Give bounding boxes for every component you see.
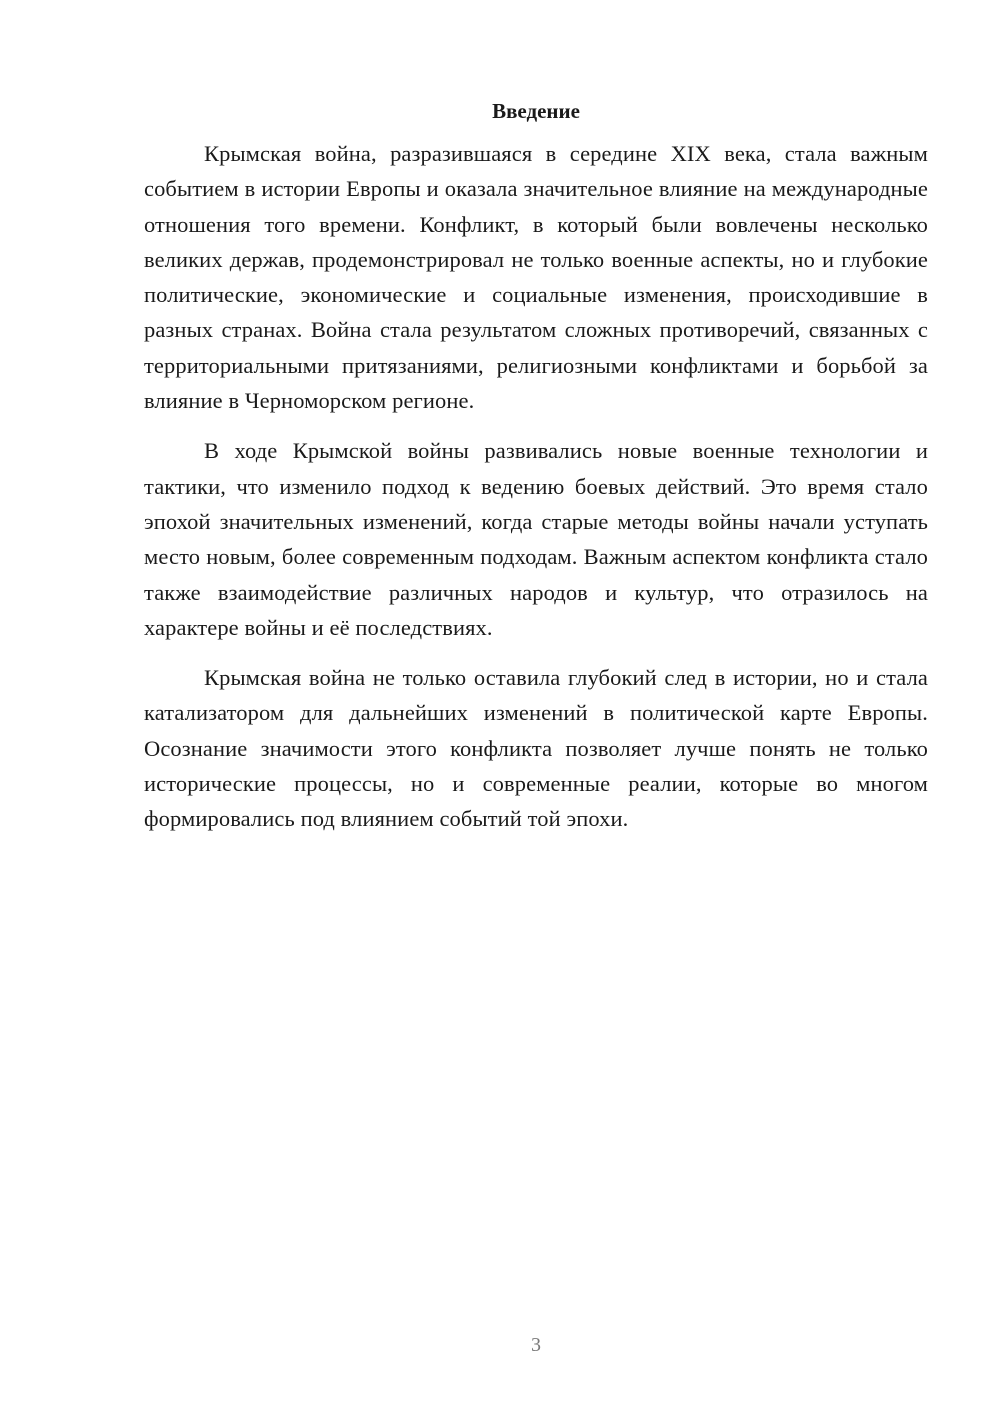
section-title: Введение [492,99,580,123]
page-content [144,96,928,852]
paragraph-3: Крымская война не только оставила глубокий след в истории, но и стала катализатором для дальнейших изменений в политической карте Европы. Осознание значимости этого конфликта позволяет лучше понять не только исторические процессы, но и современные реалии, которые во многом формировались под влиянием событий той эпохи. [144,665,928,832]
paragraph-2: В ходе Крымской войны развивались новые военные технологии и тактики, что изменило подход к ведению боевых действий. Это время стало эпохой значительных изменений, когда старые методы войны начали уступать место новым, более современным подходам. Важным аспектом конфликта стало также взаимодействие различных народов и культур, что отразилось на характере войны и её последствиях. [144,438,928,640]
page-number: 3 [531,1334,541,1356]
paragraph-1: Крымская война, разразившаяся в середине XIX века, стала важным событием в истории Европы и оказала значительное влияние на международные отношения того времени. Конфликт, в который были вовлечены несколько великих держав, продемонстрировал не только военные аспекты, но и глубокие политические, экономические и социальные изменения, происходившие в разных странах. Война стала результатом сложных противоречий, связанных с территориальными притязаниями, религиозными конфликтами и борьбой за влияние в Черноморском регионе. [144,141,928,414]
